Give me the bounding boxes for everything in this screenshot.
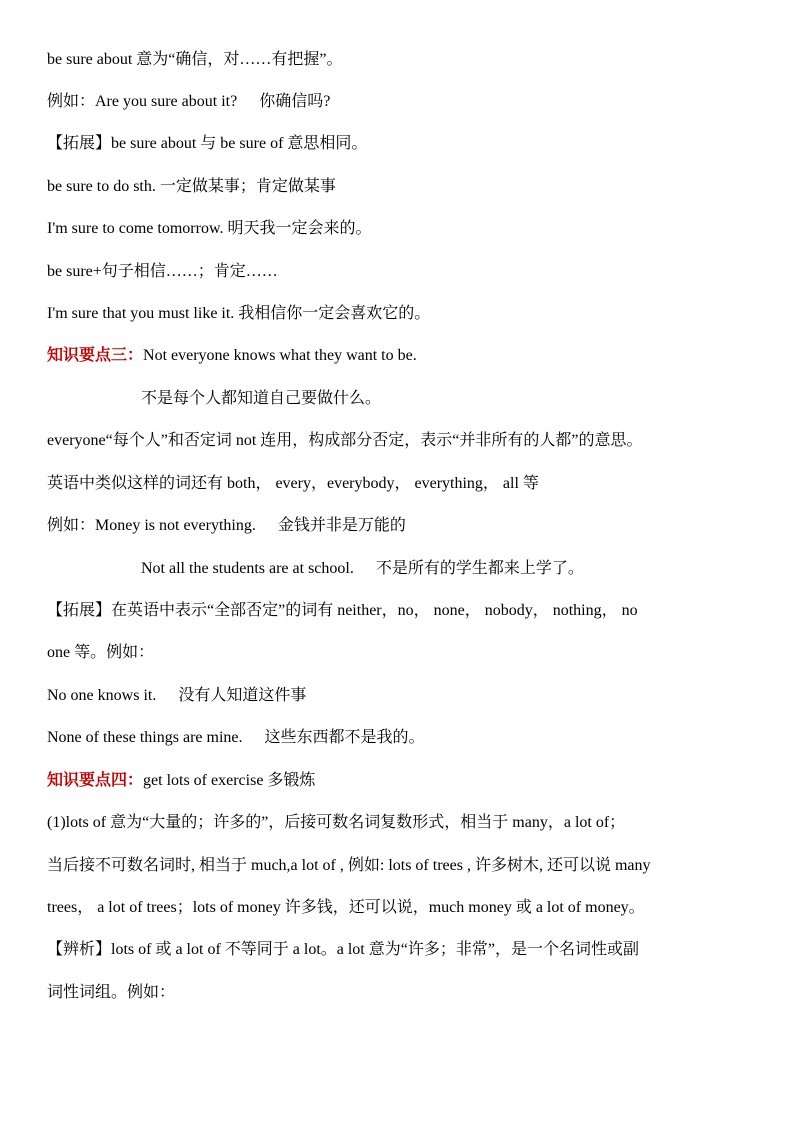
text-line <box>47 134 367 154</box>
text-line <box>47 219 371 239</box>
text-line <box>47 516 406 536</box>
section-heading: 知识要点四： <box>47 772 144 789</box>
text-line <box>47 813 625 833</box>
text-line <box>47 771 315 791</box>
line-text-cn: 没有人知道这件事 <box>178 687 307 704</box>
line-text: I'm sure that you must like it. 我相信你一定会喜欢它的。 <box>47 305 431 322</box>
text-line <box>47 601 638 621</box>
text-line <box>47 346 417 366</box>
line-text: 【拓展】be sure about 与 be sure of 意思相同。 <box>47 135 368 152</box>
line-text-en: No one knows it. <box>47 687 157 704</box>
line-text-en: 例如：Money is not everything. <box>47 517 256 534</box>
line-text: everyone“每个人”和否定词 not 连用，构成部分否定，表示“并非所有的人都”的意思。 <box>47 432 643 449</box>
line-text-en: Not all the students are at school. <box>141 560 354 577</box>
line-text: one 等。例如： <box>47 644 155 661</box>
line-text: 当后接不可数名词时, 相当于 much,a lot of , 例如: lots of trees , 许多树木, 还可以说 many <box>47 857 651 874</box>
text-line <box>47 898 645 918</box>
text-line <box>141 389 381 409</box>
line-text-cn: 金钱并非是万能的 <box>277 517 406 534</box>
text-line <box>47 728 425 748</box>
text-line <box>47 50 343 70</box>
line-text: 不是每个人都知道自己要做什么。 <box>141 390 382 407</box>
line-text: 英语中类似这样的词还有 both， every，everybody， everything， all 等 <box>47 475 539 492</box>
text-line <box>47 643 154 663</box>
line-text: 词性词组。例如： <box>47 984 176 1001</box>
line-text: (1)lots of 意为“大量的；许多的”，后接可数名词复数形式，相当于 many，a lot of； <box>47 814 626 831</box>
line-text-en: 例如：Are you sure about it? <box>47 93 238 110</box>
section-heading: 知识要点三： <box>47 347 144 364</box>
line-text: be sure+句子相信……；肯定…… <box>47 263 278 280</box>
line-text: I'm sure to come tomorrow. 明天我一定会来的。 <box>47 220 372 237</box>
line-text-cn: 不是所有的学生都来上学了。 <box>375 560 584 577</box>
text-line <box>47 177 336 197</box>
line-text-en: None of these things are mine. <box>47 729 243 746</box>
line-text: be sure to do sth. 一定做某事；肯定做某事 <box>47 178 336 195</box>
text-line <box>47 304 430 324</box>
line-text: trees， a lot of trees；lots of money 许多钱，还可以说，much money 或 a lot of money。 <box>47 899 645 916</box>
line-text: be sure about 意为“确信，对……有把握”。 <box>47 51 343 68</box>
text-line <box>47 940 639 960</box>
line-text: get lots of exercise 多锻炼 <box>143 772 316 789</box>
line-text-cn: 这些东西都不是我的。 <box>264 729 425 746</box>
text-line <box>47 686 306 706</box>
text-line <box>47 262 278 282</box>
text-line <box>47 92 330 112</box>
text-line <box>47 983 175 1003</box>
text-line <box>47 474 539 494</box>
line-text: Not everyone knows what they want to be. <box>143 347 417 364</box>
text-line <box>47 856 651 876</box>
text-line <box>47 431 643 451</box>
text-line <box>141 559 584 579</box>
line-text: 【拓展】在英语中表示“全部否定”的词有 neither，no， none， nobody， nothing， no <box>47 602 638 619</box>
line-text: 【辨析】lots of 或 a lot of 不等同于 a lot。a lot 意为“许多；非常”，是一个名词性或副 <box>47 941 639 958</box>
line-text-cn: 你确信吗? <box>259 93 331 110</box>
